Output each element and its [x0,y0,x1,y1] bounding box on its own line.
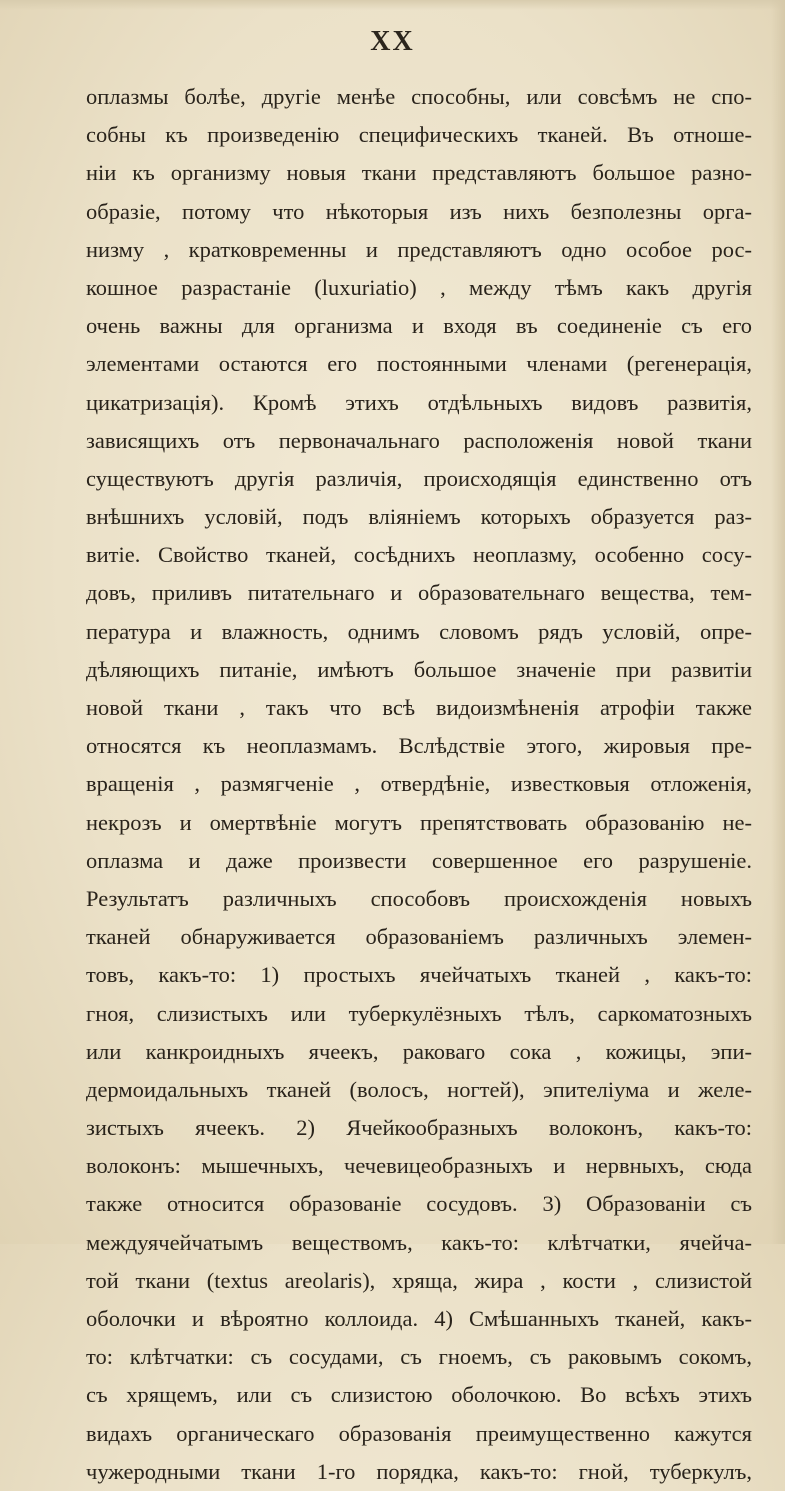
text-line: зистыхъ ячеекъ. 2) Ячейкообразныхъ волоконъ, какъ-то: [86,1115,752,1141]
text-line: относятся къ неоплазмамъ. Вслѣдствіе этого, жировыя пре- [86,733,752,759]
scan-edge-right [771,0,785,1244]
text-line: элементами остаются его постоянными членами (регенерація, [86,351,752,377]
text-line: оплазма и даже произвести совершенное его разрушеніе. [86,847,752,873]
text-line: некрозъ и омертвѣніе могутъ препятствовать образованію не- [86,809,752,835]
text-line: очень важны для организма и входя въ соединеніе съ его [86,313,752,339]
text-line: зависящихъ отъ первоначальнаго расположенія новой ткани [86,427,752,453]
text-line: то: клѣтчатки: съ сосудами, съ гноемъ, съ раковымъ сокомъ, [86,1344,752,1370]
text-line: дѣляющихъ питаніе, имѣютъ большое значеніе при развитіи [86,656,752,682]
text-line: или канкроидныхъ ячеекъ, раковаго сока , кожицы, эпи- [86,1038,752,1064]
text-line: съ хрящемъ, или съ слизистою оболочкою. Во всѣхъ этихъ [86,1382,752,1408]
text-line: оболочки и вѣроятно коллоида. 4) Смѣшанныхъ тканей, какъ- [86,1306,752,1331]
text-line: видахъ органическаго образованія преимущественно кажутся [86,1420,752,1446]
text-line: цикатризація). Кромѣ этихъ отдѣльныхъ видовъ развитія, [86,389,752,415]
text-line: оплазмы болѣе, другіе менѣе способны, или совсѣмъ не спо- [86,84,752,109]
text-line: собны къ произведенію специфическихъ тканей. Въ отноше- [86,122,752,148]
page-number: XX [370,26,415,57]
text-line: той ткани (textus areolaris), хряща, жира , кости , слизистой [86,1267,752,1293]
text-line: также относится образованіе сосудовъ. 3) Образованіи съ [86,1191,752,1217]
text-line: волоконъ: мышечныхъ, чечевицеобразныхъ и нервныхъ, сюда [86,1153,752,1179]
text-line: пература и влажность, однимъ словомъ рядъ условій, опре- [86,618,752,644]
text-line: тканей обнаруживается образованіемъ различныхъ элемен- [86,924,752,950]
text-line: низму , кратковременны и представляютъ одно особое рос- [86,236,752,262]
text-line: гноя, слизистыхъ или туберкулёзныхъ тѣлъ, саркоматозныхъ [86,1000,752,1026]
text-line: кошное разрастаніе (luxuriatio) , между тѣмъ какъ другія [86,274,752,300]
text-line: дермоидальныхъ тканей (волосъ, ногтей), эпителіума и желе- [86,1076,752,1102]
body-text [86,78,752,1491]
text-line: внѣшнихъ условій, подъ вліяніемъ которыхъ образуется раз- [86,504,752,530]
text-line: междуячейчатымъ веществомъ, какъ-то: клѣтчатки, ячейча- [86,1229,752,1255]
text-line: ніи къ организму новыя ткани представляютъ большое разно- [86,160,752,186]
text-line: вращенія , размягченіе , отвердѣніе, известковыя отложенія, [86,771,752,797]
text-line: образіе, потому что нѣкоторыя изъ нихъ безполезны орга- [86,198,752,224]
text-line: существуютъ другія различія, происходящія единственно отъ [86,465,752,491]
text-line: чужеродными ткани 1-го порядка, какъ-то: гной, туберкулъ, [86,1458,752,1484]
scan-edge-top [0,0,785,10]
text-line: довъ, приливъ питательнаго и образовательнаго вещества, тем- [86,580,752,606]
text-line: витіе. Свойство тканей, сосѣднихъ неоплазму, особенно сосу- [86,542,752,568]
text-line: товъ, какъ-то: 1) простыхъ ячейчатыхъ тканей , какъ-то: [86,962,752,988]
text-line: Результатъ различныхъ способовъ происхожденія новыхъ [86,885,752,911]
text-line: новой ткани , такъ что всѣ видоизмѣненія атрофіи также [86,695,752,720]
